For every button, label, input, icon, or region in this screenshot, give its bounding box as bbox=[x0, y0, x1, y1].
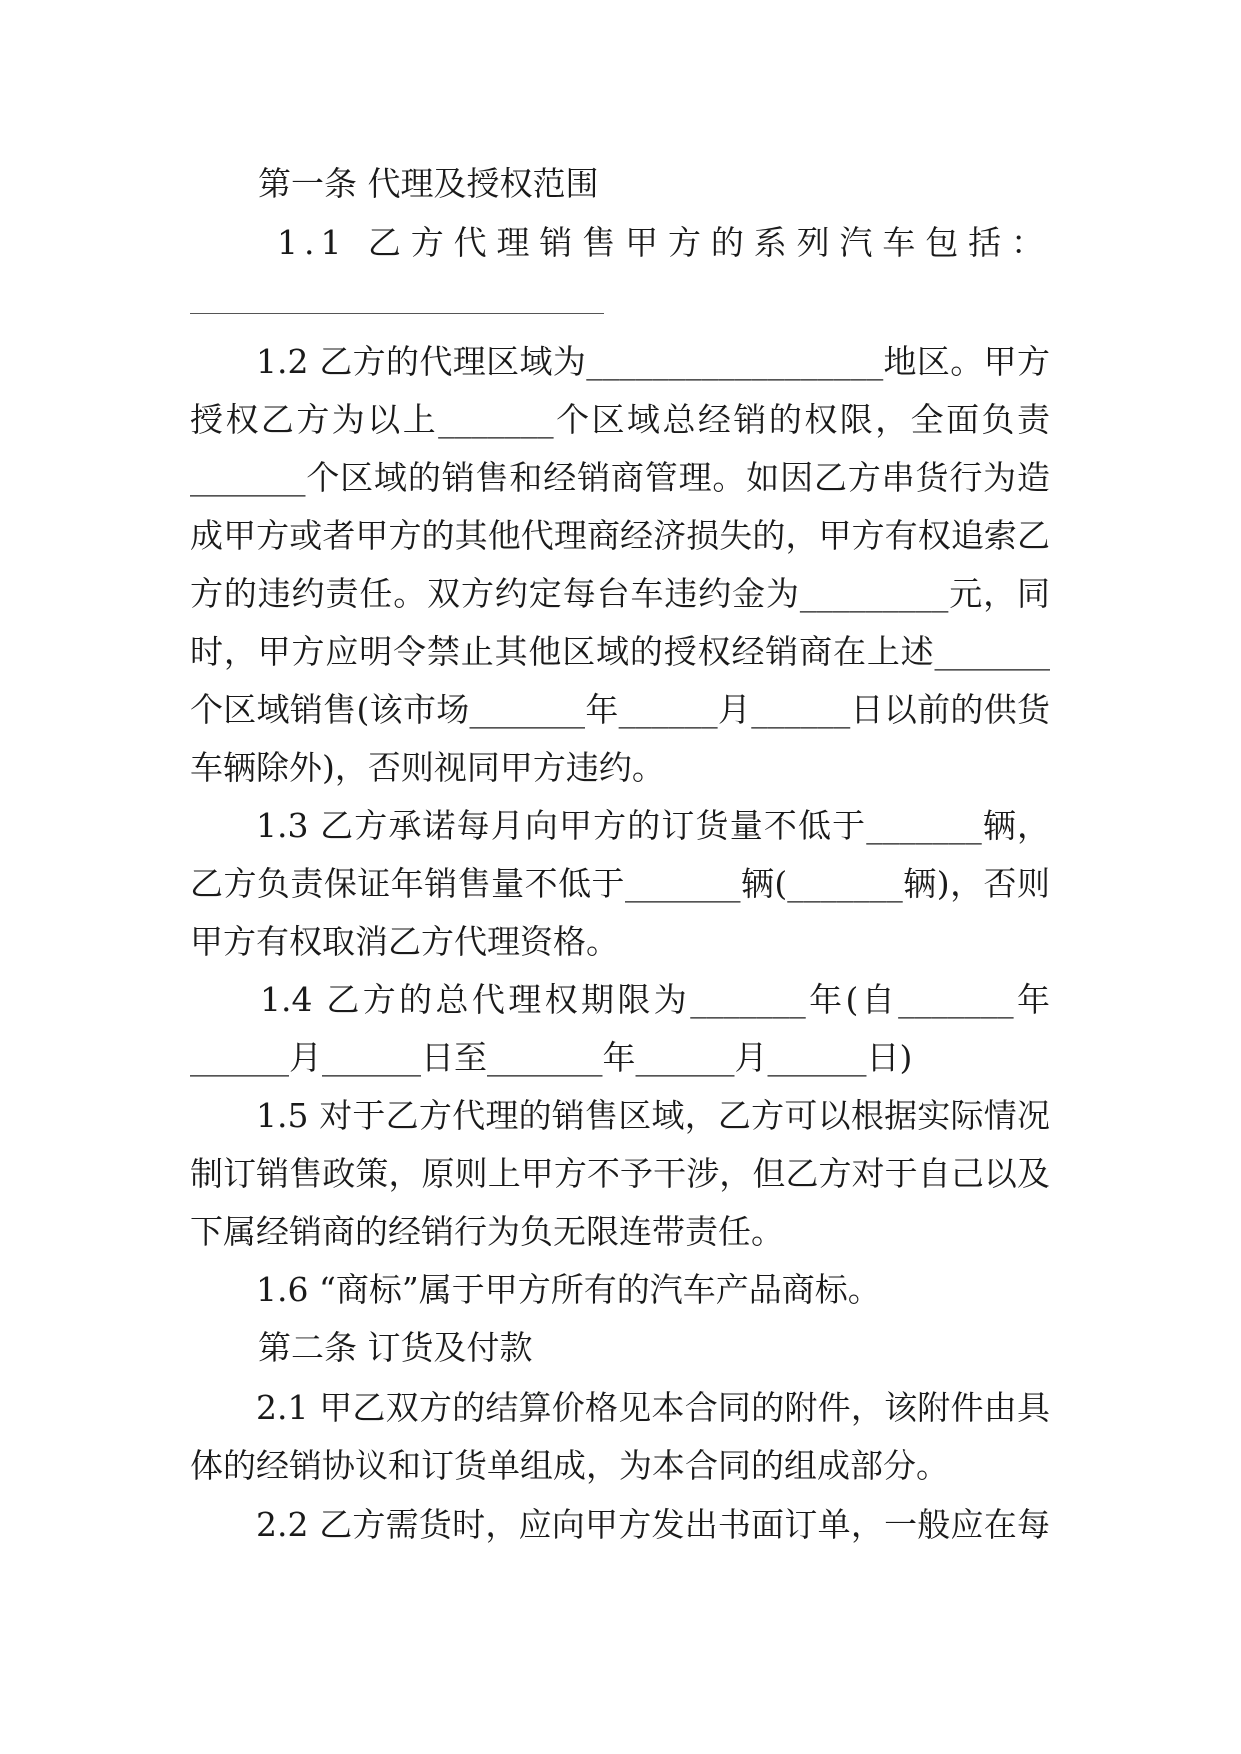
clause-1-2-line-7: 个区域销售(该市场_______年______月______日以前的供货 bbox=[190, 690, 1050, 729]
clause-1-3-line-3: 甲方有权取消乙方代理资格。 bbox=[190, 922, 619, 961]
clause-1-2-line-2: 授权乙方为以上_______个区域总经销的权限，全面负责 bbox=[190, 400, 1050, 439]
article-1-heading: 第一条 代理及授权范围 bbox=[258, 164, 599, 203]
clause-1-6: 1.6 “商标”属于甲方所有的汽车产品商标。 bbox=[256, 1270, 881, 1309]
clause-1-1: 1.1 乙方代理销售甲方的系列汽车包括： bbox=[277, 223, 1050, 262]
clause-1-2-line-5: 方的违约责任。双方约定每台车违约金为_________元，同 bbox=[190, 574, 1050, 613]
fill-in-blank-line bbox=[190, 313, 604, 314]
clause-1-2-line-3: _______个区域的销售和经销商管理。如因乙方串货行为造 bbox=[190, 458, 1050, 497]
clause-2-1-line-1: 2.1 甲乙双方的结算价格见本合同的附件，该附件由具 bbox=[256, 1388, 1050, 1427]
clause-2-1-line-2: 体的经销协议和订货单组成，为本合同的组成部分。 bbox=[190, 1446, 949, 1485]
clause-1-3-line-1: 1.3 乙方承诺每月向甲方的订货量不低于_______辆， bbox=[256, 806, 1050, 845]
clause-1-4-line-1: 1.4 乙方的总代理权期限为_______年(自_______年 bbox=[260, 980, 1050, 1019]
clause-1-3-line-2: 乙方负责保证年销售量不低于_______辆(_______辆)，否则 bbox=[190, 864, 1050, 903]
clause-1-5-line-2: 制订销售政策，原则上甲方不予干涉，但乙方对于自己以及 bbox=[190, 1154, 1050, 1193]
article-2-heading: 第二条 订货及付款 bbox=[258, 1328, 533, 1367]
clause-1-5-line-3: 下属经销商的经销行为负无限连带责任。 bbox=[190, 1212, 784, 1251]
clause-2-2-line-1: 2.2 乙方需货时，应向甲方发出书面订单，一般应在每 bbox=[256, 1505, 1050, 1544]
clause-1-2-line-4: 成甲方或者甲方的其他代理商经济损失的，甲方有权追索乙 bbox=[190, 516, 1050, 555]
clause-1-2-line-6: 时，甲方应明令禁止其他区域的授权经销商在上述_______ bbox=[190, 632, 1050, 671]
clause-1-5-line-1: 1.5 对于乙方代理的销售区域，乙方可以根据实际情况 bbox=[256, 1096, 1050, 1135]
clause-1-4-line-2: ______月______日至_______年______月______日) bbox=[190, 1038, 913, 1077]
clause-1-2-line-1: 1.2 乙方的代理区域为__________________地区。甲方 bbox=[256, 342, 1050, 381]
clause-1-2-line-8: 车辆除外)，否则视同甲方违约。 bbox=[190, 748, 665, 787]
